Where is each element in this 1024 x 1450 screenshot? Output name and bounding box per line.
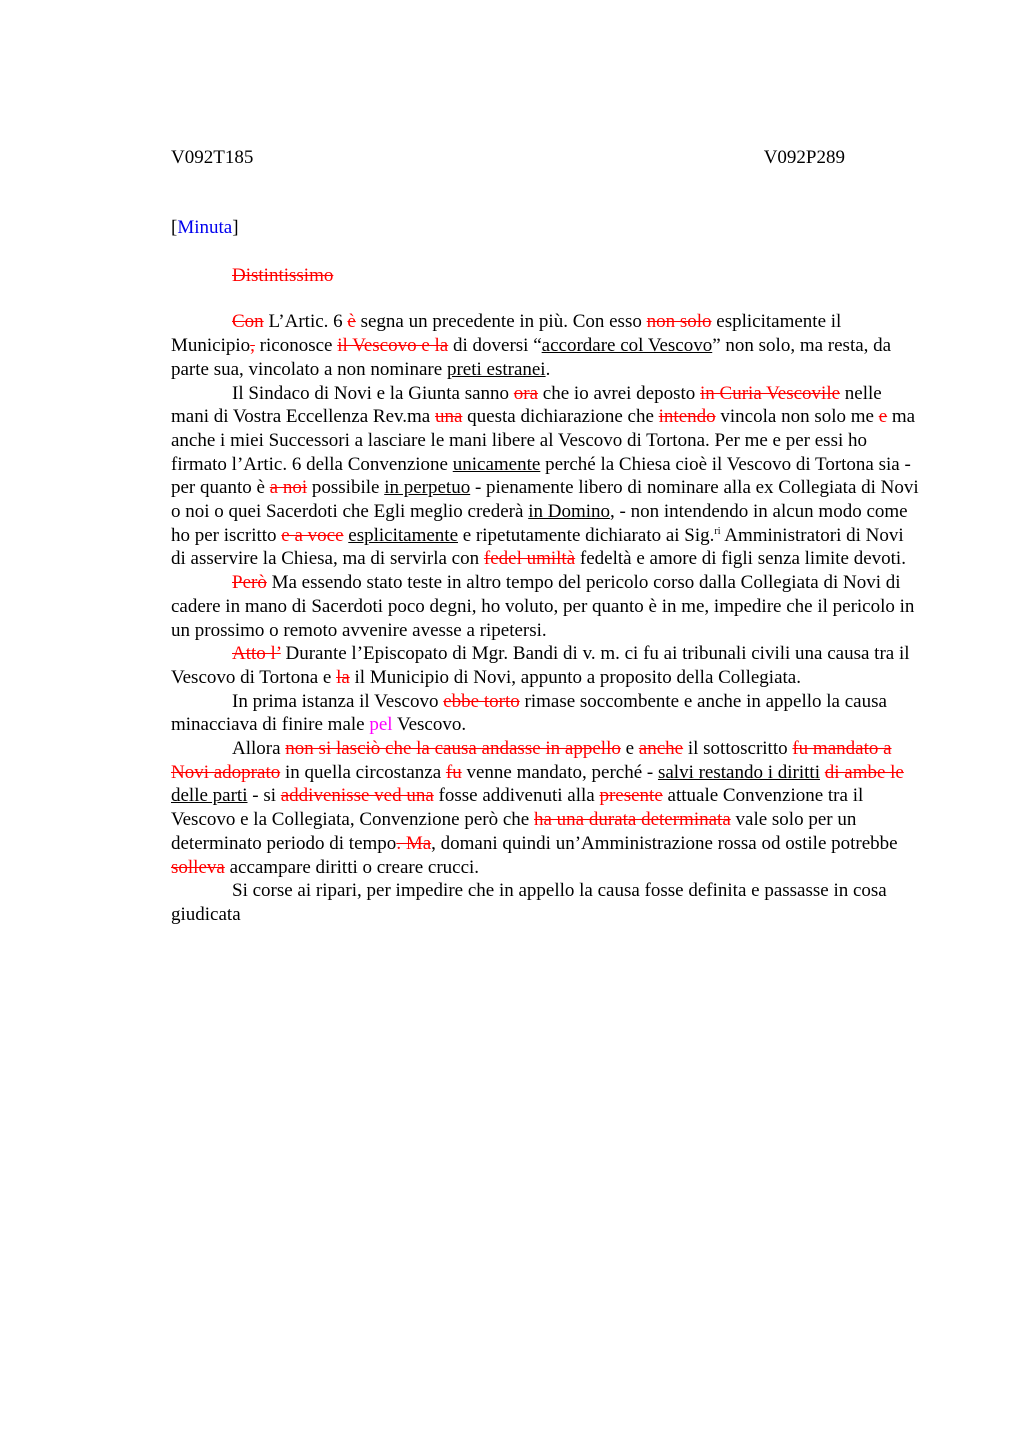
text-segment: , - non intendendo in alcun modo come ho per iscritto [171, 501, 908, 546]
deleted-text: solleva [171, 856, 225, 878]
text-segment: L’Artic. 6 [263, 311, 348, 333]
deleted-text: Atto l’ [232, 643, 281, 665]
text-segment: riconosce [254, 335, 338, 357]
document-code-left: V092T185 [171, 147, 254, 168]
paragraph [171, 690, 923, 737]
deleted-text: una [434, 406, 463, 428]
text-segment: e ripetutamente dichiarato ai Sig. [458, 524, 715, 546]
text-segment: ” non solo, ma resta, da parte sua, vincolato a non nominare [171, 335, 892, 380]
text-segment: In prima istanza il Vescovo [232, 690, 444, 712]
text-segment: esplicitamente il Municipio [171, 311, 842, 357]
text-segment: il sottoscritto [683, 738, 793, 760]
text-segment: Si corse ai ripari, per impedire che in appello la causa fosse definita e passasse in cosa giudicata [171, 880, 887, 925]
text-segment: vale solo per un determinato periodo di tempo [171, 809, 857, 854]
deleted-text: e a voce [281, 524, 344, 546]
deleted-text: anche [638, 738, 684, 760]
deleted-text: . Ma [396, 832, 432, 854]
underlined-text: in Domino [528, 501, 610, 523]
underlined-text: accordare col Vescovo [541, 335, 713, 357]
underlined-text: preti estranei [446, 358, 546, 380]
text-segment: - pienamente libero di nominare alla ex Collegiata di Novi o noi o quei Sacerdoti che Egli meglio crederà [171, 477, 919, 523]
deleted-text: fu mandato a Novi adoprato [171, 738, 892, 783]
text-segment: attuale Convenzione tra il Vescovo e la Collegiata, Convenzione però che [171, 785, 864, 831]
text-segment: - si [247, 785, 281, 807]
document-code-right: V092P289 [763, 147, 845, 168]
salutation-deleted: Distintissimo [232, 264, 334, 286]
text-segment: perché la Chiesa cioè il Vescovo di Tortona sia - per quanto è [171, 453, 911, 499]
text-segment: fosse addivenuti alla [433, 785, 600, 807]
paragraph [171, 879, 923, 926]
text-segment: fedeltà e amore di figli senza limite devoti. [575, 548, 906, 570]
text-segment: Ma essendo stato teste in altro tempo del pericolo corso dalla Collegiata di Novi di cadere in mano di Sacerdoti poco degni, ho voluto, per quanto è in me, impedire che il pericolo in un prossimo o remoto avvenire avesse a ripetersi. [171, 572, 915, 641]
text-segment: questa dichiarazione che [462, 406, 659, 428]
superscript-text: ri [714, 525, 721, 537]
text-segment: rimase soccombente e anche in appello la causa minacciava di finire male [171, 690, 887, 736]
text-segment: che io avrei deposto [538, 382, 701, 404]
page-header [171, 145, 845, 171]
text-segment: Durante l’Episcopato di Mgr. Bandi di v. m. ci fu ai tribunali civili una causa tra il Vescovo di Tortona e [171, 643, 910, 688]
text-segment: possibile [307, 477, 385, 499]
deleted-text: è [347, 311, 356, 333]
text-segment: Vescovo. [392, 714, 467, 736]
draft-label-bracket-close: ] [232, 217, 239, 238]
deleted-text: il Vescovo e la [337, 335, 449, 357]
text-segment: Amministratori di Novi di asservire la Chiesa, ma di servirla con [171, 524, 904, 570]
text-segment: e [620, 738, 639, 760]
text-segment: accampare diritti o creare crucci. [224, 856, 480, 878]
underlined-text: esplicitamente [348, 524, 458, 546]
deleted-text: di ambe le [824, 761, 904, 783]
deleted-text: presente [599, 785, 663, 807]
text-segment: , domani quindi un’Amministrazione rossa od ostile potrebbe [431, 832, 898, 854]
deleted-text: in Curia Vescovile [700, 382, 841, 404]
highlighted-text: pel [369, 714, 393, 736]
deleted-text: ebbe torto [443, 690, 520, 712]
text-segment: segna un precedente in più. Con esso [355, 311, 647, 333]
text-segment: vincola non solo me [715, 406, 879, 428]
draft-label-word: Minuta [177, 217, 233, 238]
deleted-text: non si lasciò che la causa andasse in appello [285, 738, 621, 760]
deleted-text: e [878, 406, 888, 428]
deleted-text: la [336, 666, 350, 688]
paragraph [171, 642, 923, 689]
text-segment: nelle mani di Vostra Eccellenza Rev.ma [171, 382, 882, 428]
text-segment: il Municipio di Novi, appunto a proposito della Collegiata. [349, 666, 801, 688]
deleted-text: non solo [646, 311, 712, 333]
text-segment: Allora [232, 738, 286, 760]
underlined-text: unicamente [452, 453, 541, 475]
salutation-line [171, 264, 923, 288]
underlined-text: in perpetuo [384, 477, 471, 499]
deleted-text: fu [445, 761, 462, 783]
text-segment: di doversi “ [448, 335, 542, 357]
underlined-text: delle parti [171, 785, 248, 807]
deleted-text: ora [513, 382, 539, 404]
deleted-text: intendo [658, 406, 716, 428]
paragraph [171, 310, 923, 381]
text-segment: . [545, 358, 551, 380]
deleted-text: ha una durata determinata [534, 809, 731, 831]
text-segment: venne mandato, perché - [461, 761, 658, 783]
paragraph [171, 737, 923, 879]
underlined-text: salvi restando i diritti [657, 761, 820, 783]
paragraph [171, 571, 923, 642]
text-segment: ma anche i miei Successori a lasciare le mani libere al Vescovo di Tortona. Per me e per essi ho firmato l’Artic. 6 della Convenzione [171, 406, 916, 475]
letter-paragraphs [171, 310, 923, 926]
deleted-text: fedel umiltà [483, 548, 576, 570]
text-segment: Il Sindaco di Novi e la Giunta sanno [232, 382, 514, 404]
deleted-text: a noi [269, 477, 308, 499]
text-segment: in quella circostanza [280, 761, 446, 783]
paragraph [171, 382, 923, 572]
draft-label [171, 216, 923, 240]
document-body [171, 216, 923, 927]
deleted-text: , [250, 335, 255, 357]
deleted-text: addivenisse ved una [280, 785, 434, 807]
deleted-text: Con [232, 311, 264, 333]
draft-label-bracket-open: [ [171, 217, 178, 238]
deleted-text: Però [232, 572, 267, 594]
